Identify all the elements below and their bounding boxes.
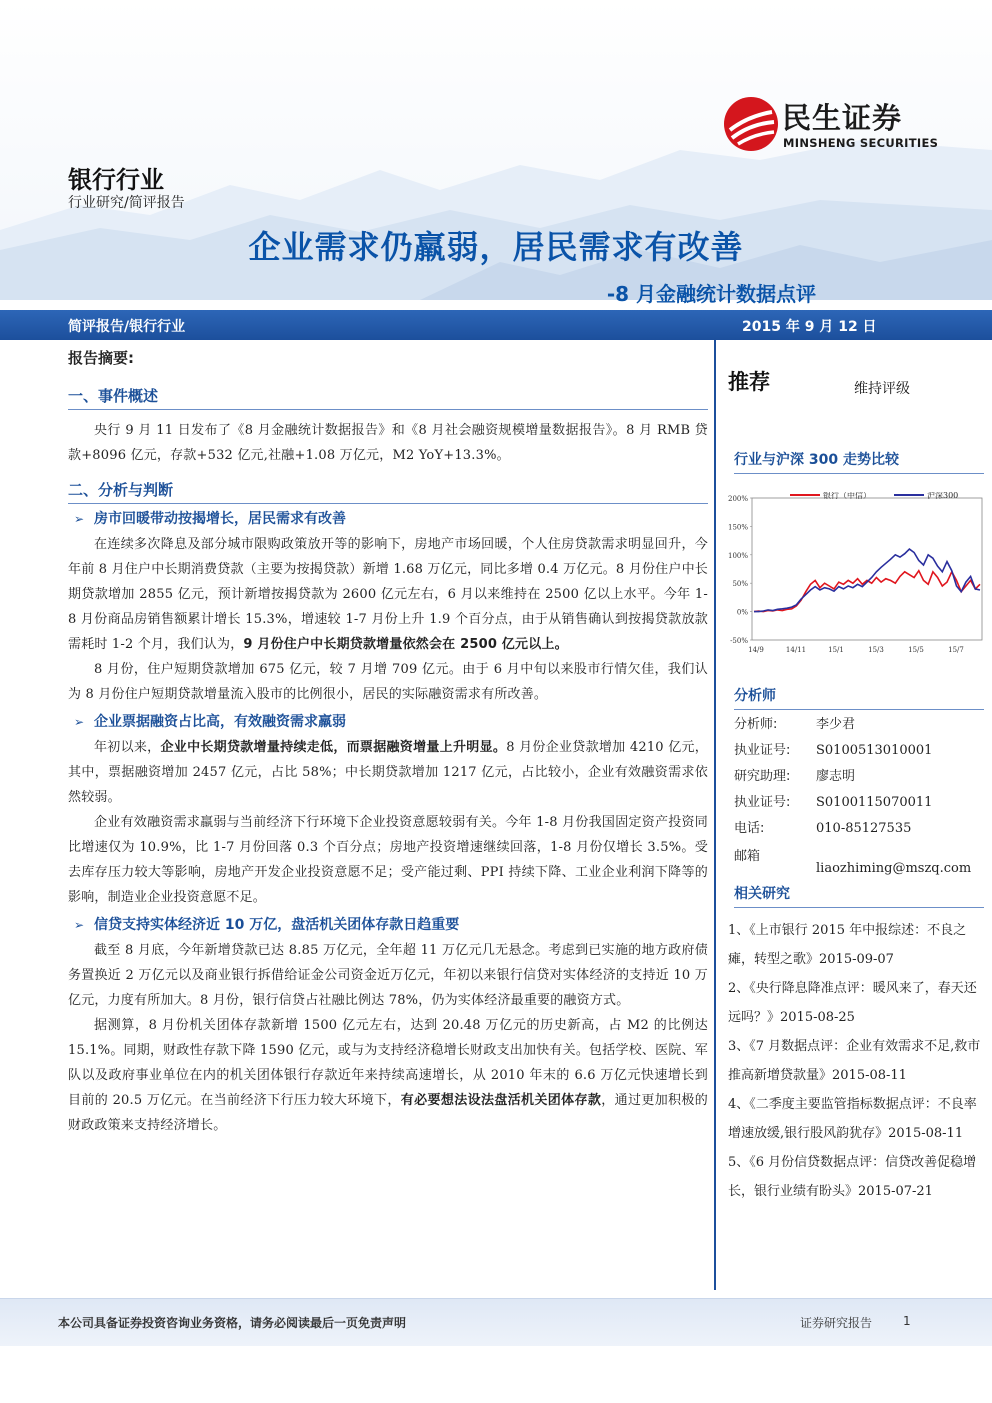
y-tick-label: 150%: [728, 523, 748, 532]
sub2-p1-bold: 企业中长期贷款增量持续走低，而票据融资增量上升明显。: [160, 740, 507, 755]
rating-note: 维持评级: [854, 381, 910, 397]
analyst-field-value: 李少君: [816, 717, 856, 732]
chart-axes: [728, 495, 982, 654]
y-tick-label: 50%: [732, 580, 748, 589]
analyst-row: [734, 764, 984, 790]
legend-label: 沪深300: [927, 492, 959, 500]
logo-text-cn: 民生证券: [782, 101, 903, 135]
report-title: 企业需求仍羸弱，居民需求有改善: [248, 228, 744, 266]
related-research-item[interactable]: 1、《上市银行 2015 年中报综述：不良之瘫，转型之歌》2015-09-07: [728, 923, 967, 967]
y-tick-label: -50%: [730, 637, 748, 645]
analyst-field-label: 分析师:: [734, 717, 778, 732]
sub2-paragraph-2: 企业有效融资需求羸弱与当前经济下行环境下企业投资意愿较弱有关。今年 1-8 月份我国固定资产投资同比增速仅为 10.9%，比 1-7 月份回落 0.3 个百分点；房地产投资增速继续回落，1-8 月份仅增长 3.5%。受去库存压力较大等影响，房地产开发企业投资意愿不足；受产能过剩、PPI 持续下降、工业企业利润下降等的影响，制造业企业投资意愿不足。: [68, 815, 708, 905]
y-tick-label: 0%: [736, 608, 748, 617]
sub1-paragraph-1: [68, 532, 708, 657]
section-1-paragraph: 央行 9 月 11 日发布了《8 月金融统计数据报告》和《8 月社会融资规模增量数据报告》。8 月 RMB 贷款+8096 亿元，存款+532 亿元,社融+1.08 万亿元，M2 YoY+13.3%。: [68, 423, 708, 463]
analyst-field-label: 邮箱: [734, 849, 761, 864]
logo-text-en: MINSHENG SECURITIES: [783, 136, 939, 150]
subheading-2-text: 企业票据融资占比高，有效融资需求羸弱: [94, 714, 346, 730]
x-tick-label: 15/5: [908, 646, 924, 654]
analyst-field-value: S0100513010001: [816, 743, 933, 758]
minsheng-logo-icon: [722, 94, 780, 154]
analyst-field-label: 执业证号:: [734, 743, 791, 758]
analyst-field-value: 廖志明: [816, 769, 856, 784]
y-tick-label: 200%: [728, 495, 748, 503]
y-tick-label: 100%: [728, 551, 748, 560]
x-tick-label: 14/11: [785, 646, 807, 654]
related-research-item[interactable]: 2、《央行降息降准点评：暖风来了，春天还远吗？》2015-08-25: [728, 981, 977, 1025]
sub1-p1-bold: 9 月份住户中长期贷款增量依然会在 2500 亿元以上。: [243, 637, 568, 652]
series-line-0: [754, 571, 980, 612]
column-divider: [714, 340, 716, 1290]
section-heading-2: 二、分析与判断: [68, 476, 708, 504]
chart-heading: 行业与沪深 300 走势比较: [734, 446, 984, 474]
related-research-list: [728, 916, 984, 1206]
arrow-bullet-icon: ➢: [74, 715, 85, 729]
subheading-2: [68, 709, 708, 735]
subheading-1: [68, 506, 708, 532]
analyst-field-value: S0100115070011: [816, 795, 933, 810]
analyst-field-value[interactable]: liaozhiming@mszq.com: [816, 861, 972, 876]
analyst-row: [734, 844, 984, 876]
analyst-row: [734, 712, 984, 738]
related-research-item[interactable]: 3、《7 月数据点评：企业有效需求不足,救市推高新增贷款量》2015-08-11: [728, 1039, 981, 1083]
page-footer: [0, 1298, 992, 1346]
chart-lines: [754, 549, 980, 612]
analyst-field-label: 研究助理:: [734, 769, 791, 784]
x-tick-label: 14/9: [748, 646, 764, 654]
sub3-p2-bold: 有必要想法设法盘活机关团体存款: [400, 1093, 602, 1108]
legend-label: 银行（中信）: [823, 492, 871, 500]
report-type-label: 行业研究/简评报告: [68, 195, 185, 211]
footer-doc-type: 证券研究报告: [800, 1316, 873, 1330]
abstract-heading: 报告摘要:: [68, 349, 134, 367]
analyst-heading: 分析师: [734, 682, 984, 710]
footer-disclaimer: 本公司具备证券投资咨询业务资格，请务必阅读最后一页免责声明: [58, 1316, 407, 1330]
sub3-paragraph-2: [68, 1013, 708, 1138]
sub1-paragraph-2: 8 月份，住户短期贷款增加 675 亿元，较 7 月增 709 亿元。由于 6 月中旬以来股市行情欠佳，我们认为 8 月份住户短期贷款增量流入股市的比例很小，居民的实际融资需求有所改善。: [68, 662, 708, 702]
analyst-field-label: 执业证号:: [734, 795, 791, 810]
sub1-p1-text: 在连续多次降息及部分城市限购政策放开等的影响下，房地产市场回暖，个人住房贷款需求明显回升，今年前 8 月住户中长期消费贷款（主要为按揭贷款）新增 1.68 万亿元，同比多增 0.4 万亿元。8 月份住户中长期贷款增加 2855 亿元，预计新增按揭贷款为 2600 亿元左右，6 月以来维持在 2500 亿以上水平。今年 1-8 月份商品房销售额累计增长 15.3%，增速较 1-7 月份上升 1.9 个百分点，由于从销售确认到按揭贷款放款需耗时 1-2 个月，我们认为，: [68, 537, 708, 652]
subheading-1-text: 房市回暖带动按揭增长，居民需求有改善: [94, 511, 346, 527]
arrow-bullet-icon: ➢: [74, 918, 85, 932]
related-research-item[interactable]: 4、《二季度主要监管指标数据点评：不良率增速放缓,银行股风韵犹存》2015-08-11: [728, 1097, 977, 1141]
chart-legend: [790, 492, 958, 500]
rating: 推荐: [728, 370, 770, 394]
industry-label: 银行行业: [68, 166, 164, 194]
sub3-p2-a: 据测算，8 月份机关团体存款新增 1500 亿元左右，达到 20.48 万亿元的历史新高，占 M2 的比例达 15.1%。同期，财政性存款下降 1590 亿元，或与为支持经济稳增长财政支出加快有关。包括学校、医院、军队以及政府事业单位在内的机关团体银行存款近年来持续高速增长，从 2010 年末的 6.6 万亿元快速增长到目前的 20.5 万亿元。在当前经济下行压力较大环境下，: [68, 1018, 708, 1108]
title-bar: [0, 310, 992, 340]
related-research-item[interactable]: 5、《6 月份信贷数据点评：信贷改善促稳增长，银行业绩有盼头》2015-07-21: [728, 1155, 977, 1199]
arrow-bullet-icon: ➢: [74, 512, 85, 526]
trend-chart: [728, 492, 984, 662]
sub2-paragraph-1: [68, 735, 708, 810]
analyst-row: [734, 790, 984, 816]
subheading-3: [68, 912, 708, 938]
analyst-row: [734, 738, 984, 764]
analyst-row: [734, 816, 984, 842]
sub3-p2-c: ，通过更加积极的财政政策来支持经济增长。: [68, 1093, 708, 1133]
sub2-p1-c: 8 月份企业贷款增加 4210 亿元，其中，票据融资增加 2457 亿元，占比 58%；中长期贷款增加 1217 亿元，占比较小，企业有效融资需求依然较弱。: [68, 740, 708, 805]
bar-date: 2015 年 9 月 12 日: [742, 319, 877, 335]
x-tick-label: 15/3: [868, 646, 884, 654]
chart-frame: [752, 498, 982, 640]
section-heading-1: 一、事件概述: [68, 382, 708, 410]
page-number: 1: [903, 1314, 911, 1328]
related-heading: 相关研究: [734, 880, 984, 908]
x-tick-label: 15/1: [828, 646, 844, 654]
main-content: [68, 346, 708, 1138]
sub2-p1-a: 年初以来，: [94, 740, 161, 755]
subheading-3-text: 信贷支持实体经济近 10 万亿，盘活机关团体存款日趋重要: [94, 917, 460, 933]
x-tick-label: 15/7: [948, 646, 964, 654]
report-subtitle: -8 月金融统计数据点评: [606, 282, 816, 306]
bar-category: 简评报告/银行行业: [68, 319, 186, 335]
analyst-field-label: 电话:: [734, 821, 765, 836]
analyst-field-value: 010-85127535: [816, 821, 912, 836]
sub3-paragraph-1: 截至 8 月底，今年新增贷款已达 8.85 万亿元，全年超 11 万亿元几无悬念。考虑到已实施的地方政府债务置换近 2 万亿元以及商业银行拆借给证金公司资金近万亿元，年初以来银行信贷对实体经济的支持近 10 万亿元，力度有所加大。8 月份，银行信贷占社融比例达 78%，仍为实体经济最重要的融资方式。: [68, 943, 708, 1008]
company-logo: [722, 94, 962, 158]
